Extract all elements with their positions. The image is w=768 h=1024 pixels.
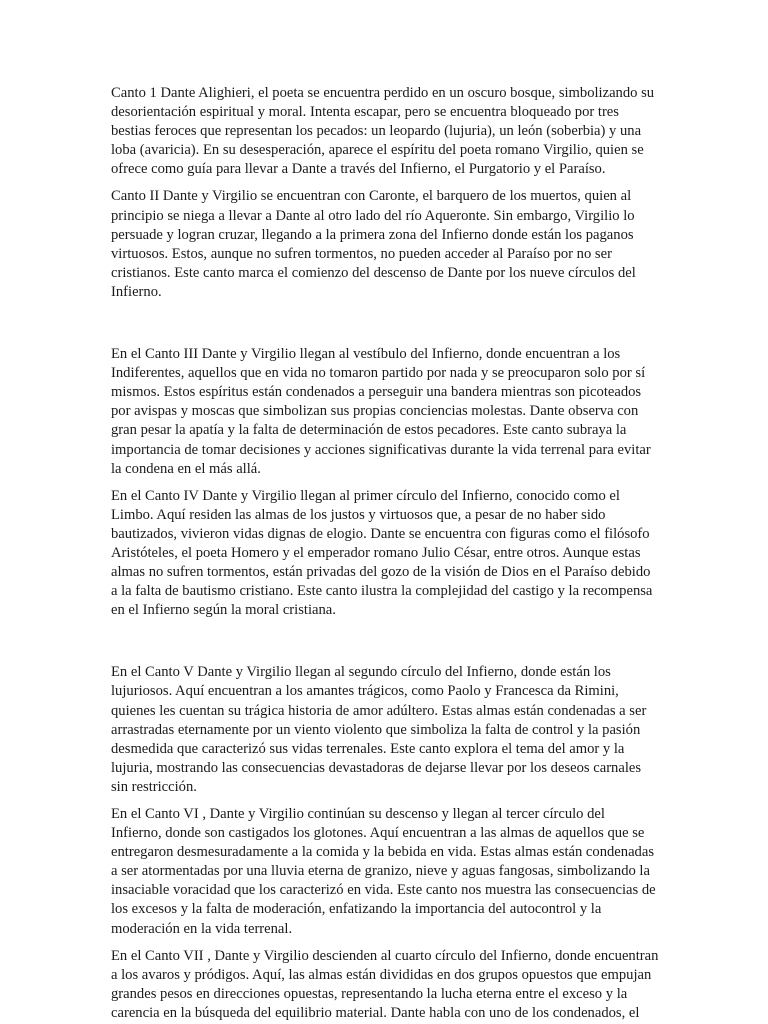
paragraph-canto-3: En el Canto III Dante y Virgilio llegan al vestíbulo del Infierno, donde encuentran a los Indiferentes, aquellos que en vida no tomaron partido por nada y se preocuparon solo por sí mismos. Estos espíritus están condenados a perseguir una bandera mientras son picoteados por avispas y moscas que simbolizan sus propias conciencias molestas. Dante observa con gran pesar la apatía y la falta de determinación de estos pecadores. Este canto subraya la importancia de tomar decisiones y acciones significativas durante la vida terrenal para evitar la condena en el más allá. [111,346,651,477]
paragraph-canto-1: Canto 1 Dante Alighieri, el poeta se encuentra perdido en un oscuro bosque, simbolizando su desorientación espiritual y moral. Intenta escapar, pero se encuentra bloqueado por tres bestias feroces que representan los pecados: un leopardo (lujuria), un león (soberbia) y una loba (avaricia). En su desesperación, aparece el espíritu del poeta romano Virgilio, quien se ofrece como guía para llevar a Dante a través del Infierno, el Purgatorio y el Paraíso. [111,85,655,178]
paragraph-canto-4: En el Canto IV Dante y Virgilio llegan al primer círculo del Infierno, conocido como el Limbo. Aquí residen las almas de los justos y virtuosos que, a pesar de no haber sido bautizados, vivieron vidas dignas de elogio. Dante se encuentra con figuras como el filósofo Aristóteles, el poeta Homero y el emperador romano Julio César, entre otros. Aunque estas almas no sufren tormentos, están privadas del gozo de la visión de Dios en el Paraíso debido a la falta de bautismo cristiano. Este canto ilustra la complejidad del castigo y la recompensa en el Infierno según la moral cristiana. [111,487,653,619]
paragraph-canto-6: En el Canto VI , Dante y Virgilio continúan su descenso y llegan al tercer círculo del Infierno, donde son castigados los glotones. Aquí encuentran a las almas de aquellos que se entregaron desmesuradamente a la comida y la bebida en vida. Estas almas están condenadas a ser atormentadas por una lluvia eterna de granizo, nieve y aguas fangosas, simbolizando la insaciable voracidad que los caracterizó en vida. Este canto nos muestra las consecuencias de los excesos y la falta de moderación, enfatizando la importancia del autocontrol y la moderación en la vida terrenal. [111,806,656,937]
document-page [111,84,659,1023]
paragraph-canto-7: En el Canto VII , Dante y Virgilio descienden al cuarto círculo del Infierno, donde encuentran a los avaros y pródigos. Aquí, las almas están divididas en dos grupos opuestos que empujan grandes pesos en direcciones opuestas, representando la lucha eterna entre el exceso y la carencia en la búsqueda del equilibrio material. Dante habla con uno de los condenados, el [111,947,659,1021]
paragraph-canto-2: Canto II Dante y Virgilio se encuentran con Caronte, el barquero de los muertos, quien al principio se niega a llevar a Dante al otro lado del río Aqueronte. Sin embargo, Virgilio lo persuade y logran cruzar, llegando a la primera zona del Infierno donde están los paganos virtuosos. Estos, aunque no sufren tormentos, no pueden acceder al Paraíso por no ser cristianos. Este canto marca el comienzo del descenso de Dante por los nueve círculos del Infierno. [111,188,636,300]
paragraph-canto-5: En el Canto V Dante y Virgilio llegan al segundo círculo del Infierno, donde están los lujuriosos. Aquí encuentran a los amantes trágicos, como Paolo y Francesca da Rimini, quienes les cuentan su trágica historia de amor adúltero. Estas almas están condenadas a ser arrastradas eternamente por un viento violento que simboliza la falta de control y la pasión desmedida que caracterizó sus vidas terrenales. Este canto explora el tema del amor y la lujuria, mostrando las consecuencias devastadoras de dejarse llevar por los deseos carnales sin restricción. [111,664,647,795]
